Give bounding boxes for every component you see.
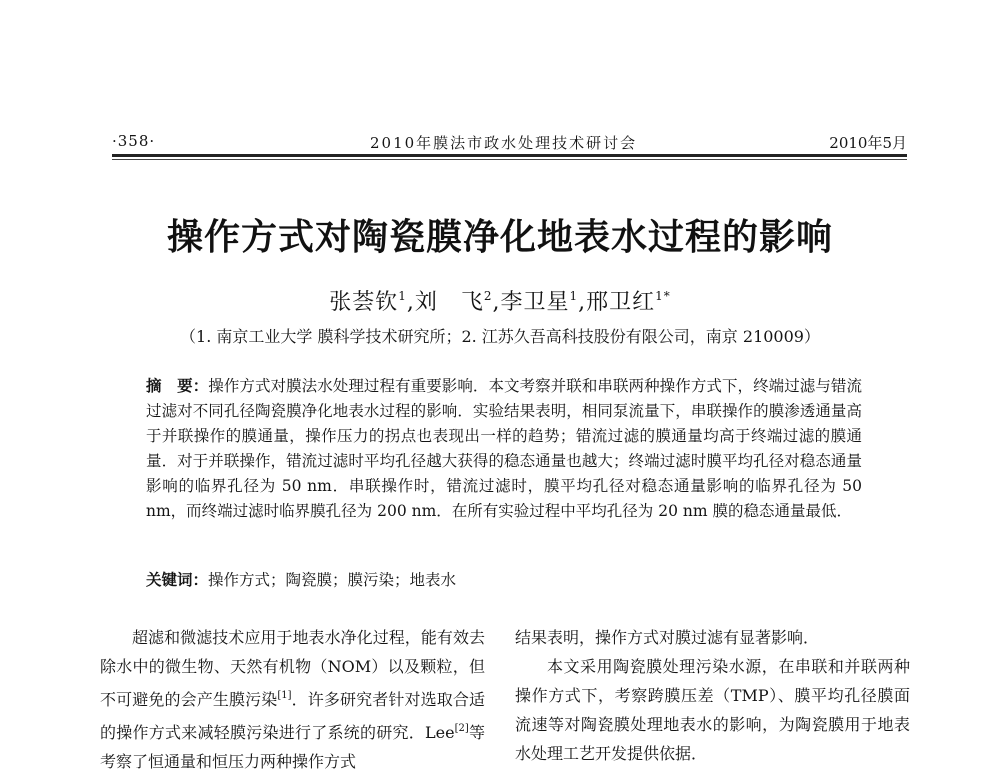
paper-title: 操作方式对陶瓷膜净化地表水过程的影响 xyxy=(166,216,833,258)
author-name: 刘 飞 xyxy=(414,290,484,315)
abstract-text: 操作方式对膜法水处理过程有重要影响．本文考察并联和串联两种操作方式下，终端过滤与错流过滤对不同孔径陶瓷膜净化地表水过程的影响．实验结果表明，相同泵流量下，串联操作的膜渗透通量高于并联操作的膜通量，操作压力的拐点也表现出一样的趋势；错流过滤的膜通量均高于终端过滤的膜通量．对于并联操作，错流过滤时平均孔径越大获得的稳态通量也越大；终端过滤时膜平均孔径对稳态通量影响的临界孔径为 50 nm．串联操作时，错流过滤时，膜平均孔径对稳态通量影响的临界孔径为 50 nm，而终端过滤时临界膜孔径为 200 nm．在所有实验过程中平均孔径为 20 nm 膜的稳态通量最低． xyxy=(146,377,862,520)
body-paragraph xyxy=(100,623,485,776)
author-name: 李卫星 xyxy=(500,290,570,315)
citation-ref[interactable]: [1] xyxy=(277,690,292,701)
author-affil-mark: 1* xyxy=(655,289,671,303)
keywords-label: 关键词： xyxy=(146,571,209,589)
abstract xyxy=(146,374,862,524)
author-list xyxy=(0,285,1000,316)
author-separator: , xyxy=(406,290,415,315)
page-number: ·358· xyxy=(112,132,156,150)
body-column-right xyxy=(515,623,910,768)
header-rule-thick xyxy=(112,154,907,157)
author-name: 张荟钦 xyxy=(329,290,399,315)
body-paragraph: 本文采用陶瓷膜处理污染水源，在串联和并联两种操作方式下，考察跨膜压差（TMP）、膜平均孔径膜面流速等对陶瓷膜处理地表水的影响，为陶瓷膜用于地表水处理工艺开发提供依据． xyxy=(515,657,910,763)
body-column-left xyxy=(100,623,485,776)
author-name: 邢卫红 xyxy=(586,290,656,315)
running-header xyxy=(112,128,907,154)
author-affil-mark: 2 xyxy=(483,289,493,303)
body-text: 超滤和微滤技术应用于地表水净化过程，能有效去除水中的微生物、天然有机物（NOM）以及颗粒，但不可避免的会产生膜污染 xyxy=(100,628,485,709)
citation-ref[interactable]: [2] xyxy=(454,723,469,734)
body-paragraph: 结果表明，操作方式对膜过滤有显著影响． xyxy=(515,628,820,647)
author-affil-mark: 1 xyxy=(569,289,579,303)
body-text: ．许多研究者针对选取合适的操作方式来减轻膜污染进行了系统的研究．Lee xyxy=(100,690,485,742)
author-separator: , xyxy=(578,290,587,315)
keywords-text: 操作方式；陶瓷膜；膜污染；地表水 xyxy=(208,571,457,589)
conference-name: 2010年膜法市政水处理技术研讨会 xyxy=(370,134,638,152)
body-text: 等考察了恒通量和恒压力两种操作方式 xyxy=(100,723,485,771)
header-date: 2010年5月 xyxy=(829,134,907,152)
author-separator: , xyxy=(492,290,501,315)
header-rule-thin xyxy=(112,159,907,160)
abstract-label: 摘 要： xyxy=(146,377,209,395)
affiliation: （1. 南京工业大学 膜科学技术研究所；2. 江苏久吾高科技股份有限公司，南京 210009） xyxy=(180,327,820,346)
author-affil-mark: 1 xyxy=(398,289,407,303)
keywords xyxy=(146,568,862,593)
